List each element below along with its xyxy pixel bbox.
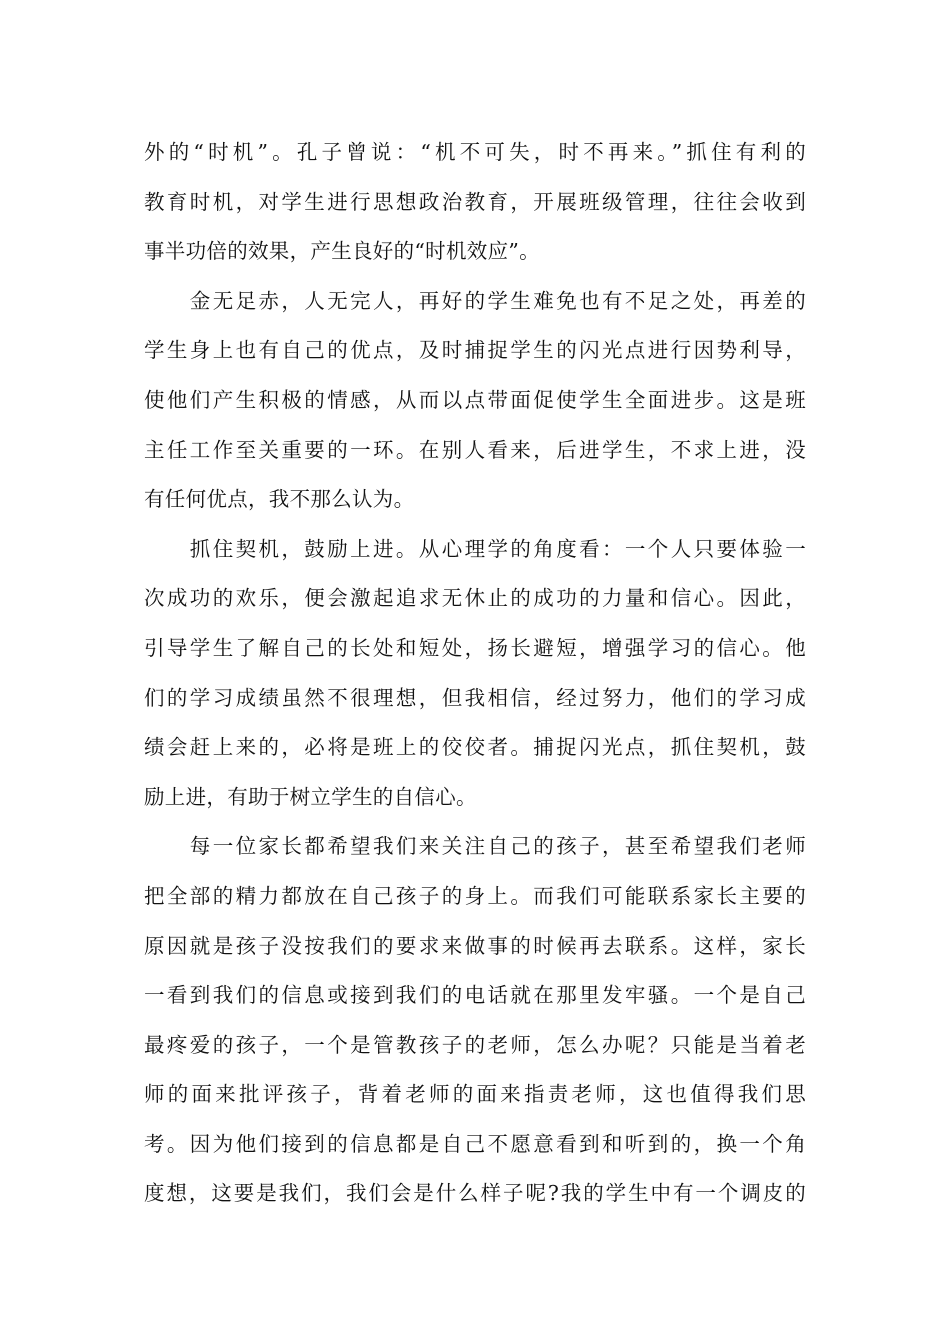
text-line: 使他们产生积极的情感，从而以点带面促使学生全面进步。这是班 xyxy=(144,387,806,412)
text-line: 引导学生了解自己的长处和短处，扬长避短，增强学习的信心。他 xyxy=(144,635,806,660)
body-text xyxy=(144,128,806,1219)
text-line: 有任何优点，我不那么认为。 xyxy=(144,487,415,512)
text-line: 次成功的欢乐，便会激起追求无休止的成功的力量和信心。因此， xyxy=(144,586,806,611)
text-line: 外的“时机”。孔子曾说：“机不可失，时不再来。”抓住有利的 xyxy=(144,140,806,164)
text-line: 事半功倍的效果，产生良好的“时机效应”。 xyxy=(144,239,540,264)
text-line: 每一位家长都希望我们来关注自己的孩子，甚至希望我们老师 xyxy=(144,834,806,859)
text-line: 师的面来批评孩子，背着老师的面来指责老师，这也值得我们思 xyxy=(144,1082,806,1107)
text-line: 教育时机，对学生进行思想政治教育，开展班级管理，往往会收到 xyxy=(144,189,806,214)
text-line: 考。因为他们接到的信息都是自己不愿意看到和听到的，换一个角 xyxy=(144,1131,806,1156)
text-line: 主任工作至关重要的一环。在别人看来，后进学生，不求上进，没 xyxy=(144,437,806,462)
text-line: 原因就是孩子没按我们的要求来做事的时候再去联系。这样，家长 xyxy=(144,933,806,958)
text-line: 励上进，有助于树立学生的自信心。 xyxy=(144,784,477,809)
text-line: 抓住契机，鼓励上进。从心理学的角度看：一个人只要体验一 xyxy=(144,536,806,561)
text-line: 们的学习成绩虽然不很理想，但我相信，经过努力，他们的学习成 xyxy=(144,685,806,710)
text-line: 度想，这要是我们，我们会是什么样子呢?我的学生中有一个调皮的 xyxy=(144,1181,806,1206)
text-line: 最疼爱的孩子，一个是管教孩子的老师，怎么办呢？只能是当着老 xyxy=(144,1032,806,1057)
text-line: 把全部的精力都放在自己孩子的身上。而我们可能联系家长主要的 xyxy=(144,883,806,908)
text-line: 一看到我们的信息或接到我们的电话就在那里发牢骚。一个是自己 xyxy=(144,983,806,1008)
text-line: 绩会赶上来的，必将是班上的佼佼者。捕捉闪光点，抓住契机，鼓 xyxy=(144,735,806,760)
text-line: 金无足赤，人无完人，再好的学生难免也有不足之处，再差的 xyxy=(144,288,806,313)
text-line: 学生身上也有自己的优点，及时捕捉学生的闪光点进行因势利导， xyxy=(144,338,806,363)
